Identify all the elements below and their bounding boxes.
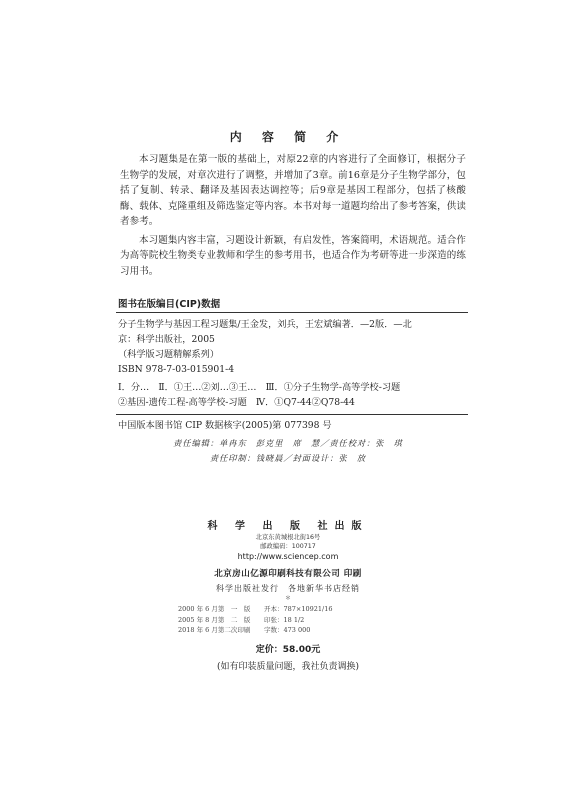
edition-row (178, 604, 418, 615)
star-mark: ＊ (284, 595, 291, 602)
edition-date: 2018 年 6 月第二次印刷 (178, 626, 251, 634)
cip-bottom-rule (116, 414, 468, 415)
cip-top-rule (116, 312, 468, 313)
cip-line: 分子生物学与基因工程习题集/王金发，刘兵，王宏斌编著．—2版．—北 (118, 319, 412, 330)
edition-spec: 开本：787×1092 (264, 605, 318, 613)
summary-paragraph: 本习题集内容丰富，习题设计新颖，有启发性，答案简明，术语规范。适合作为高等院校生物类专业教师和学生的参考用书，也适合作为考研等进一步深造的练习用书。 (120, 234, 466, 277)
edition-spec-extra (318, 625, 418, 636)
editor-credits: 责任编辑：单冉东 彭克里 席 慧／责任校对：张 琪 (173, 438, 403, 448)
edition-spec: 印张：18 1/2 (264, 615, 305, 624)
cip-isbn: ISBN 978-7-03-015901-4 (118, 364, 235, 375)
quality-notice: (如有印装质量问题，我社负责调换) (216, 662, 360, 672)
edition-row (178, 615, 418, 626)
edition-table (178, 604, 418, 636)
printer-name: 北京房山亿源印刷科技有限公司 印刷 (214, 569, 362, 579)
edition-row (178, 625, 418, 636)
edition-date: 2005 年 8 月第 二 版 (178, 615, 251, 624)
distribution: 科学出版社发行 各地新华书店经销 (216, 584, 360, 593)
cip-line: ②基因-遗传工程-高等学校-习题 Ⅳ．①Q7-44②Q78-44 (118, 397, 355, 408)
cip-heading: 图书在版编目(CIP)数据 (118, 299, 221, 310)
edition-spec-extra: 1/16 (317, 605, 333, 613)
cip-block (118, 317, 466, 410)
publisher-block (0, 520, 576, 603)
cip-line: （科学版习题精解系列） (118, 349, 220, 360)
price: 定价：58.00元 (255, 645, 321, 655)
cip-line: 京：科学出版社，2005 (118, 334, 215, 345)
edition-date: 2000 年 6 月第 一 版 (178, 605, 251, 613)
cip-record-number: 中国版本图书馆 CIP 数据核字(2005)第 077398 号 (118, 420, 332, 431)
production-credits: 责任印制：钱晓晨／封面设计：张 放 (209, 453, 367, 463)
cip-line: Ⅰ．分… Ⅱ．①王…②刘…③王… Ⅲ．①分子生物学-高等学校-习题 (118, 382, 401, 393)
publisher-address: 北京东黄城根北街16号 (255, 534, 321, 541)
publisher-url: http://www.sciencep.com (237, 552, 339, 561)
publisher-name: 科 学 出 版 社出版 (207, 521, 369, 532)
credits (0, 436, 576, 466)
publisher-postcode: 邮政编码：100717 (260, 542, 316, 550)
edition-spec-extra (318, 615, 418, 626)
summary-paragraph: 本习题集是在第一版的基础上，对原22章的内容进行了全面修订，根据分子生物学的发展，对章次进行了调整，并增加了3章。前16章是分子生物学部分，包括了复制、转录、翻译及基因表达调控等；后9章是基因工程部分，包括了核酸酶、载体、克隆重组及筛选鉴定等内容。本书对每一道题均给出了参考答案，供读者参考。 (120, 154, 466, 227)
summary-section (120, 152, 466, 281)
edition-spec: 字数：473 000 (264, 626, 311, 634)
summary-title: 内 容 简 介 (229, 130, 347, 144)
